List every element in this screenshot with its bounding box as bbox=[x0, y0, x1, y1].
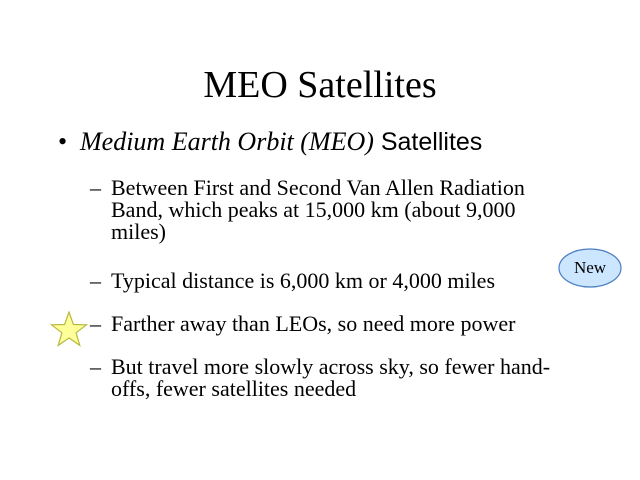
sub-bullet-marker: – bbox=[90, 354, 101, 379]
main-bullet bbox=[58, 126, 482, 158]
sub-bullet-marker: – bbox=[90, 175, 101, 200]
sub-bullet bbox=[90, 313, 570, 335]
new-badge-label: New bbox=[573, 258, 607, 277]
sub-bullet-text: But travel more slowly across sky, so fewer hand-offs, fewer satellites needed bbox=[111, 354, 551, 401]
bullet-marker: • bbox=[58, 127, 68, 156]
sub-bullet-marker: – bbox=[90, 311, 101, 336]
sub-bullet-marker: – bbox=[90, 268, 101, 293]
sub-bullet bbox=[90, 356, 570, 400]
bullet-plain-text: Satellites bbox=[373, 128, 483, 156]
new-badge bbox=[558, 248, 622, 288]
sub-bullet-text: Between First and Second Van Allen Radiation Band, which peaks at 15,000 km (about 9,000 miles) bbox=[111, 175, 525, 244]
sub-bullet-text: Typical distance is 6,000 km or 4,000 miles bbox=[111, 268, 496, 293]
sub-bullet-text: Farther away than LEOs, so need more power bbox=[111, 311, 516, 336]
slide-title: MEO Satellites bbox=[203, 64, 437, 106]
sub-bullet bbox=[90, 270, 570, 292]
star-icon bbox=[50, 311, 88, 347]
sub-bullet bbox=[90, 177, 570, 243]
bullet-italic-text: Medium Earth Orbit (MEO) bbox=[80, 127, 374, 156]
